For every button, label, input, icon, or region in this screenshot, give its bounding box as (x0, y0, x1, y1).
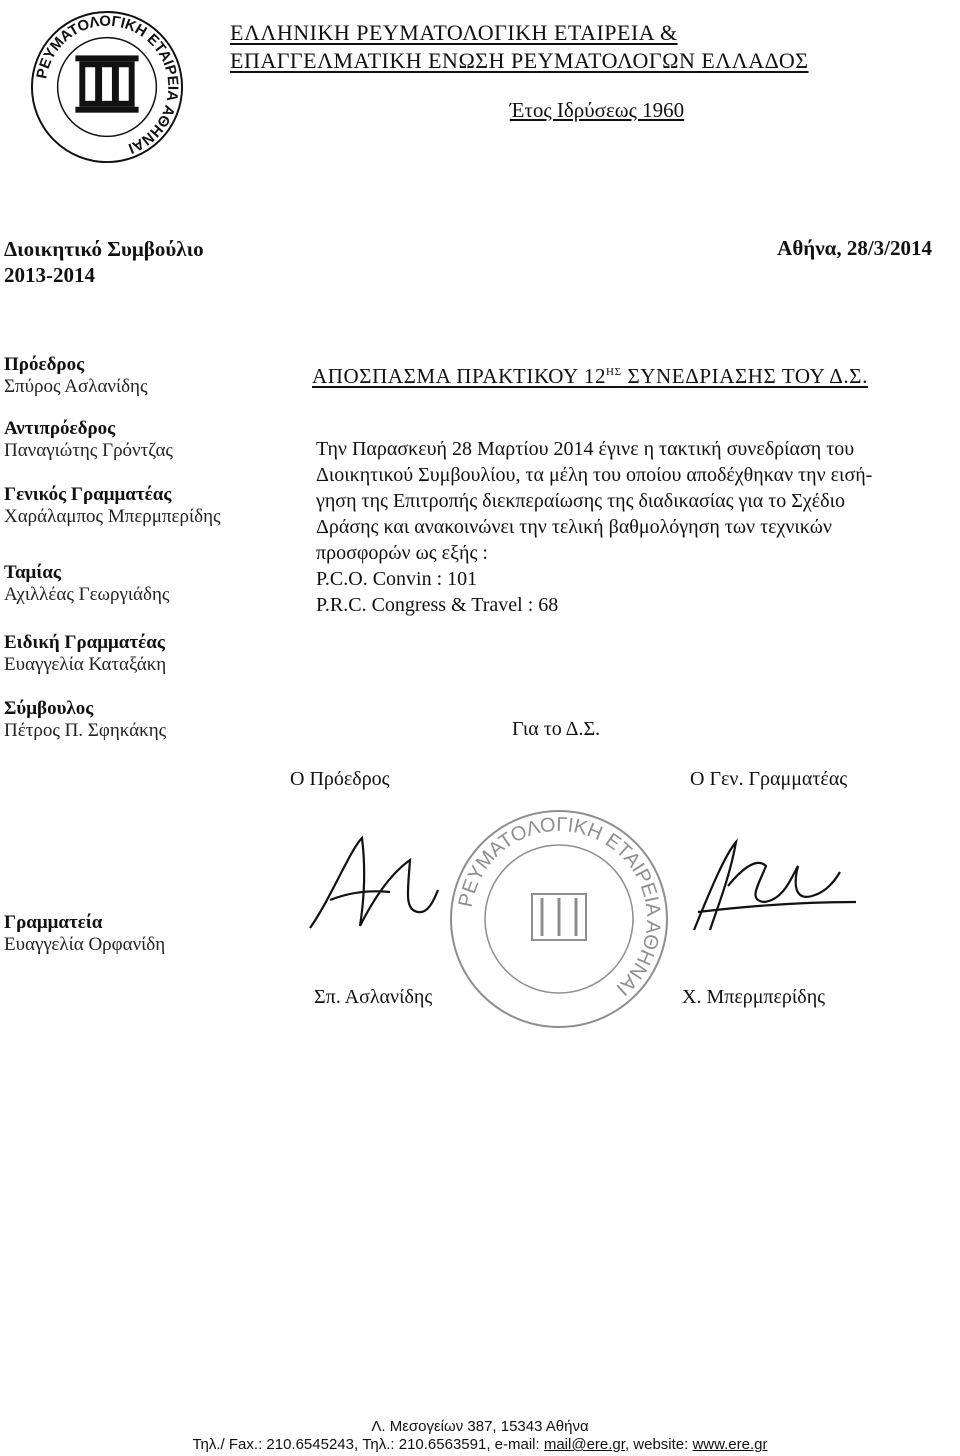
score-line: P.R.C. Congress & Travel : 68 (316, 594, 559, 616)
score-line: P.C.O. Convin : 101 (316, 568, 478, 590)
board-heading (4, 236, 204, 288)
member-role: Σύμβουλος (4, 698, 94, 719)
footer-address: Λ. Μεσογείων 387, 15343 Αθήνα (371, 1418, 589, 1435)
org-name-line-2: ΕΠΑΓΓΕΛΜΑΤΙΚΗ ΕΝΩΣΗ ΡΕΥΜΑΤΟΛΟΓΩΝ ΕΛΛΑΔΟΣ (230, 48, 809, 73)
member-name: Χαράλαμπος Μπερμπερίδης (4, 506, 221, 527)
member-name: Ευαγγελία Καταξάκη (4, 654, 167, 675)
document-title (312, 364, 868, 389)
secretary-name: Χ. Μπερμπερίδης (682, 986, 826, 1008)
for-board-label: Για το Δ.Σ. (512, 718, 601, 740)
president-signature (300, 830, 440, 940)
email-link[interactable]: mail@ere.gr (543, 1436, 625, 1453)
member-role: Γραμματεία (4, 912, 103, 933)
website-link[interactable]: www.ere.gr (692, 1436, 768, 1453)
org-name-line-1: ΕΛΛΗΝΙΚΗ ΡΕΥΜΑΤΟΛΟΓΙΚΗ ΕΤΑΙΡΕΙΑ & (230, 20, 678, 45)
member-role: Ειδική Γραμματέας (4, 632, 165, 653)
member-role: Πρόεδρος (4, 354, 85, 375)
member-name: Πέτρος Π. Σφηκάκης (4, 720, 167, 741)
board-period: 2013-2014 (4, 263, 95, 287)
society-logo (28, 8, 186, 166)
stamp-text: ΡΕΥΜΑΤΟΛΟΓΙΚΗ ΕΤΑΙΡΕΙΑ ΑΘΗΝΑΙ (454, 813, 665, 1000)
president-role: Ο Πρόεδρος (290, 768, 390, 790)
board-title: Διοικητικό Συμβούλιο (4, 237, 204, 261)
title-main: ΑΠΟΣΠΑΣΜΑ ΠΡΑΚΤΙΚΟΥ 12 (312, 364, 607, 388)
member-role: Ταμίας (4, 562, 61, 583)
president-name: Σπ. Ασλανίδης (314, 986, 433, 1008)
body-line: γηση της Επιτροπής διεκπεραίωσης της διαδικασίας για το Σχέδιο (316, 490, 845, 512)
footer-phones: Τηλ./ Fax.: 210.6545243, Τηλ.: 210.6563591, e-mail: (192, 1436, 544, 1453)
member-name: Παναγιώτης Γρόντζας (4, 440, 173, 461)
body-line: Δράσης και ανακοινώνει την τελική βαθμολόγηση των τεχνικών (316, 516, 832, 538)
secretary-role: Ο Γεν. Γραμματέας (690, 768, 848, 790)
body-line: προσφορών ως εξής : (316, 542, 488, 564)
footer-website-label: , website: (624, 1436, 693, 1453)
letter-date: Αθήνα, 28/3/2014 (777, 236, 932, 260)
secretary-signature (688, 836, 858, 936)
logo-text: ΡΕΥΜΑΤΟΛΟΓΙΚΗ ΕΤΑΙΡΕΙΑ ΑΘΗΝΑΙ (34, 13, 181, 156)
document-body (316, 436, 936, 618)
official-stamp (446, 806, 672, 1032)
member-name: Ευαγγελία Ορφανίδη (4, 934, 166, 955)
title-superscript: ΗΣ (606, 366, 622, 378)
founded-text: Έτος Ιδρύσεως 1960 (509, 98, 685, 122)
member-name: Αχιλλέας Γεωργιάδης (4, 584, 170, 605)
title-rest: ΣΥΝΕΔΡΙΑΣΗΣ ΤΟΥ Δ.Σ. (621, 364, 868, 388)
body-line: Την Παρασκευή 28 Μαρτίου 2014 έγινε η τακτική συνεδρίαση του (316, 438, 855, 460)
member-role: Γενικός Γραμματέας (4, 484, 172, 505)
member-role: Αντιπρόεδρος (4, 418, 116, 439)
member-name: Σπύρος Ασλανίδης (4, 376, 148, 397)
body-line: Διοικητικού Συμβουλίου, τα μέλη του οποίου αποδέχθηκαν την εισή- (316, 464, 873, 486)
footer-contact (0, 1436, 960, 1453)
founded-year (0, 98, 960, 123)
